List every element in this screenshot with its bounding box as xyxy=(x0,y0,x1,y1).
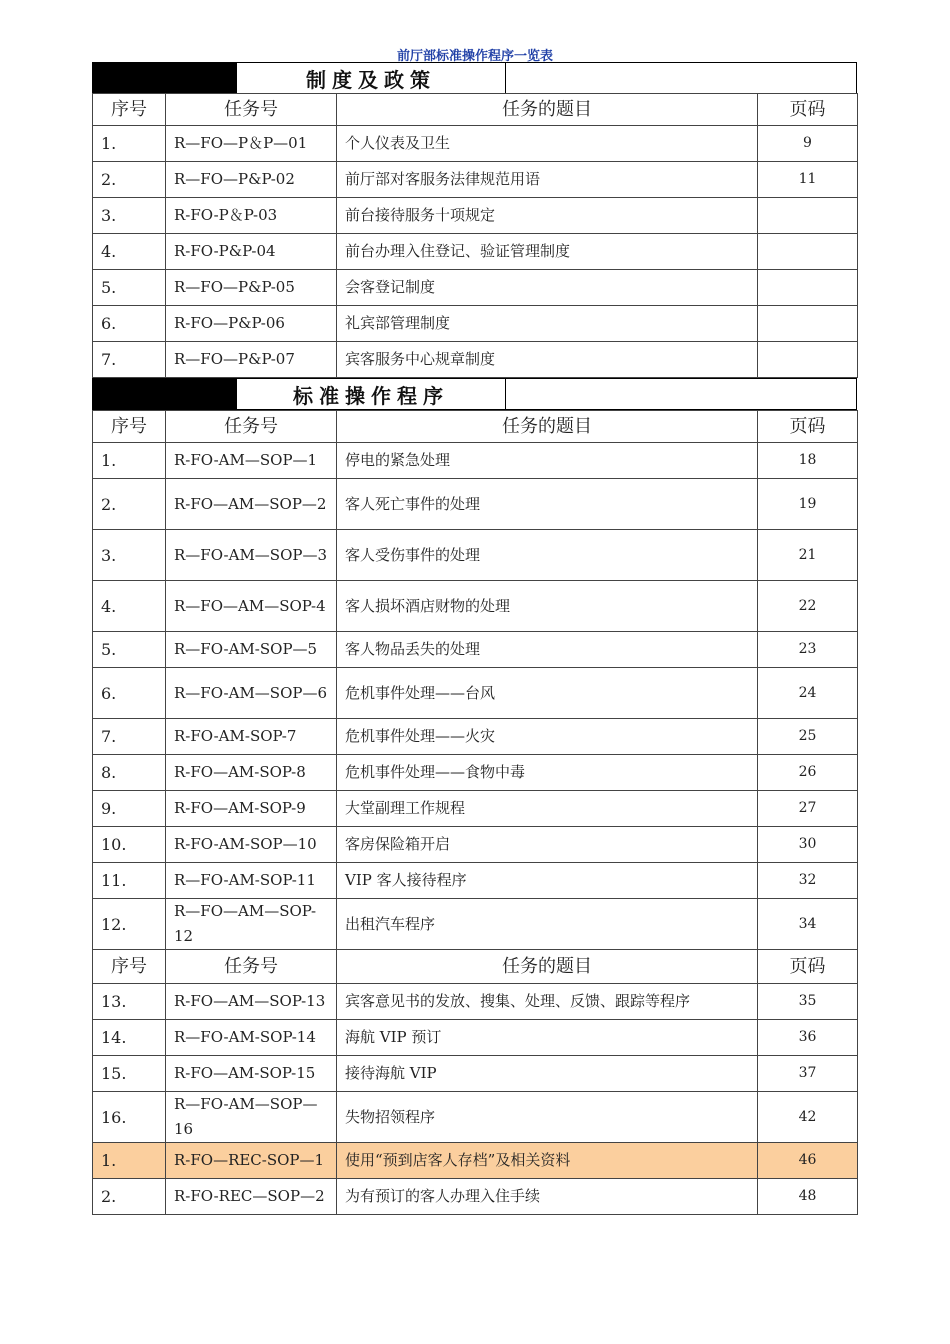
row-number: 5. xyxy=(93,632,166,668)
table-row xyxy=(93,863,858,899)
row-number: 5. xyxy=(93,270,166,306)
row-number: 10. xyxy=(93,827,166,863)
task-title: 危机事件处理——台风 xyxy=(337,668,758,719)
task-title: VIP 客人接待程序 xyxy=(337,863,758,899)
page-number xyxy=(758,342,858,378)
page-number: 26 xyxy=(758,755,858,791)
task-code: R—FO-AM-SOP-11 xyxy=(166,863,337,899)
task-code: R—FO—AM—SOP-12 xyxy=(166,899,337,950)
table-header-row xyxy=(93,94,858,126)
row-number: 1. xyxy=(93,1143,166,1179)
row-number: 3. xyxy=(93,198,166,234)
row-number: 13. xyxy=(93,984,166,1020)
header-page: 页码 xyxy=(758,950,858,984)
row-number: 6. xyxy=(93,668,166,719)
header-code: 任务号 xyxy=(166,411,337,443)
task-code: R—FO-AM—SOP—16 xyxy=(166,1092,337,1143)
page-number xyxy=(758,234,858,270)
row-number: 7. xyxy=(93,719,166,755)
table-row xyxy=(93,719,858,755)
table-row xyxy=(93,443,858,479)
task-code: R-FO—AM-SOP-8 xyxy=(166,755,337,791)
task-title: 出租汽车程序 xyxy=(337,899,758,950)
table-row xyxy=(93,827,858,863)
task-title: 失物招领程序 xyxy=(337,1092,758,1143)
task-code: R-FO—AM—SOP—2 xyxy=(166,479,337,530)
task-title: 宾客服务中心规章制度 xyxy=(337,342,758,378)
table-row xyxy=(93,899,858,950)
section-header-black-block xyxy=(93,379,237,409)
task-title: 会客登记制度 xyxy=(337,270,758,306)
page-number: 9 xyxy=(758,126,858,162)
row-number: 6. xyxy=(93,306,166,342)
page-number: 18 xyxy=(758,443,858,479)
policies-table xyxy=(92,93,858,378)
page-number xyxy=(758,306,858,342)
page-number: 23 xyxy=(758,632,858,668)
page-number: 35 xyxy=(758,984,858,1020)
task-title: 危机事件处理——火灾 xyxy=(337,719,758,755)
task-title: 前台办理入住登记、验证管理制度 xyxy=(337,234,758,270)
table-row xyxy=(93,234,858,270)
task-title: 危机事件处理——食物中毒 xyxy=(337,755,758,791)
task-title: 为有预订的客人办理入住手续 xyxy=(337,1179,758,1215)
header-no: 序号 xyxy=(93,950,166,984)
row-number: 15. xyxy=(93,1056,166,1092)
task-title: 客人损坏酒店财物的处理 xyxy=(337,581,758,632)
table-row xyxy=(93,1092,858,1143)
task-code: R—FO-AM-SOP-14 xyxy=(166,1020,337,1056)
row-number: 12. xyxy=(93,899,166,950)
page-number xyxy=(758,270,858,306)
table-row xyxy=(93,581,858,632)
task-code: R-FO-AM-SOP-7 xyxy=(166,719,337,755)
page-number: 21 xyxy=(758,530,858,581)
document-title: 前厅部标准操作程序一览表 xyxy=(396,49,553,64)
task-code: R-FO-P&P-04 xyxy=(166,234,337,270)
task-title: 使用“预到店客人存档”及相关资料 xyxy=(337,1143,758,1179)
row-number: 4. xyxy=(93,234,166,270)
task-code: R-FO-AM-SOP—10 xyxy=(166,827,337,863)
task-title: 接待海航 VIP xyxy=(337,1056,758,1092)
task-code: R-FO—AM-SOP-9 xyxy=(166,791,337,827)
row-number: 2. xyxy=(93,1179,166,1215)
task-code: R-FO—AM-SOP-15 xyxy=(166,1056,337,1092)
table-row xyxy=(93,791,858,827)
table-row xyxy=(93,1179,858,1215)
page-number: 22 xyxy=(758,581,858,632)
row-number: 9. xyxy=(93,791,166,827)
header-title: 任务的题目 xyxy=(337,94,758,126)
task-title: 停电的紧急处理 xyxy=(337,443,758,479)
header-title: 任务的题目 xyxy=(337,411,758,443)
table-row xyxy=(93,198,858,234)
task-code: R-FO-P＆P-03 xyxy=(166,198,337,234)
page-number: 46 xyxy=(758,1143,858,1179)
section-header-policies xyxy=(92,62,857,94)
task-title: 前厅部对客服务法律规范用语 xyxy=(337,162,758,198)
table-row xyxy=(93,479,858,530)
page-number: 30 xyxy=(758,827,858,863)
section-title-sop: 标准操作程序 xyxy=(237,379,506,409)
page-number: 19 xyxy=(758,479,858,530)
task-code: R-FO-REC—SOP—2 xyxy=(166,1179,337,1215)
table-row xyxy=(93,755,858,791)
task-code: R—FO—P&P-05 xyxy=(166,270,337,306)
row-number: 1. xyxy=(93,443,166,479)
header-no: 序号 xyxy=(93,411,166,443)
table-row xyxy=(93,342,858,378)
row-number: 11. xyxy=(93,863,166,899)
sop-table xyxy=(92,410,858,1215)
section-header-black-block xyxy=(93,63,237,93)
task-title: 前台接待服务十项规定 xyxy=(337,198,758,234)
header-page: 页码 xyxy=(758,94,858,126)
table-row xyxy=(93,126,858,162)
task-code: R-FO—REC-SOP—1 xyxy=(166,1143,337,1179)
task-code: R-FO-AM—SOP—1 xyxy=(166,443,337,479)
header-page: 页码 xyxy=(758,411,858,443)
row-number: 4. xyxy=(93,581,166,632)
page-number: 37 xyxy=(758,1056,858,1092)
page-number xyxy=(758,198,858,234)
header-title: 任务的题目 xyxy=(337,950,758,984)
header-code: 任务号 xyxy=(166,950,337,984)
task-title: 礼宾部管理制度 xyxy=(337,306,758,342)
row-number: 16. xyxy=(93,1092,166,1143)
section-title-policies: 制度及政策 xyxy=(237,63,506,93)
header-code: 任务号 xyxy=(166,94,337,126)
table-row xyxy=(93,306,858,342)
task-title: 客人物品丢失的处理 xyxy=(337,632,758,668)
page-number: 27 xyxy=(758,791,858,827)
table-header-row-repeat xyxy=(93,950,858,984)
page-number: 25 xyxy=(758,719,858,755)
row-number: 3. xyxy=(93,530,166,581)
task-code: R—FO-AM—SOP—6 xyxy=(166,668,337,719)
task-title: 客人受伤事件的处理 xyxy=(337,530,758,581)
task-title: 海航 VIP 预订 xyxy=(337,1020,758,1056)
table-header-row xyxy=(93,411,858,443)
section-header-sop xyxy=(92,378,857,410)
row-number: 2. xyxy=(93,479,166,530)
task-title: 客人死亡事件的处理 xyxy=(337,479,758,530)
table-row xyxy=(93,1056,858,1092)
page-number: 34 xyxy=(758,899,858,950)
task-code: R-FO—AM—SOP-13 xyxy=(166,984,337,1020)
task-title: 大堂副理工作规程 xyxy=(337,791,758,827)
page-number: 36 xyxy=(758,1020,858,1056)
row-number: 14. xyxy=(93,1020,166,1056)
page-number: 32 xyxy=(758,863,858,899)
task-title: 客房保险箱开启 xyxy=(337,827,758,863)
page-number: 11 xyxy=(758,162,858,198)
table-row xyxy=(93,668,858,719)
task-code: R—FO-AM-SOP—5 xyxy=(166,632,337,668)
task-code: R—FO—P＆P—01 xyxy=(166,126,337,162)
table-row xyxy=(93,530,858,581)
table-row xyxy=(93,632,858,668)
task-code: R—FO—P&P-02 xyxy=(166,162,337,198)
row-number: 2. xyxy=(93,162,166,198)
table-row xyxy=(93,1143,858,1179)
task-code: R-FO—P&P-06 xyxy=(166,306,337,342)
page-number: 48 xyxy=(758,1179,858,1215)
page-number: 24 xyxy=(758,668,858,719)
task-code: R—FO—P&P-07 xyxy=(166,342,337,378)
row-number: 1. xyxy=(93,126,166,162)
header-no: 序号 xyxy=(93,94,166,126)
table-row xyxy=(93,270,858,306)
table-row xyxy=(93,162,858,198)
task-code: R—FO-AM—SOP—3 xyxy=(166,530,337,581)
task-title: 个人仪表及卫生 xyxy=(337,126,758,162)
task-code: R—FO—AM—SOP-4 xyxy=(166,581,337,632)
row-number: 8. xyxy=(93,755,166,791)
page-number: 42 xyxy=(758,1092,858,1143)
row-number: 7. xyxy=(93,342,166,378)
table-row xyxy=(93,1020,858,1056)
task-title: 宾客意见书的发放、搜集、处理、反馈、跟踪等程序 xyxy=(337,984,758,1020)
table-row xyxy=(93,984,858,1020)
